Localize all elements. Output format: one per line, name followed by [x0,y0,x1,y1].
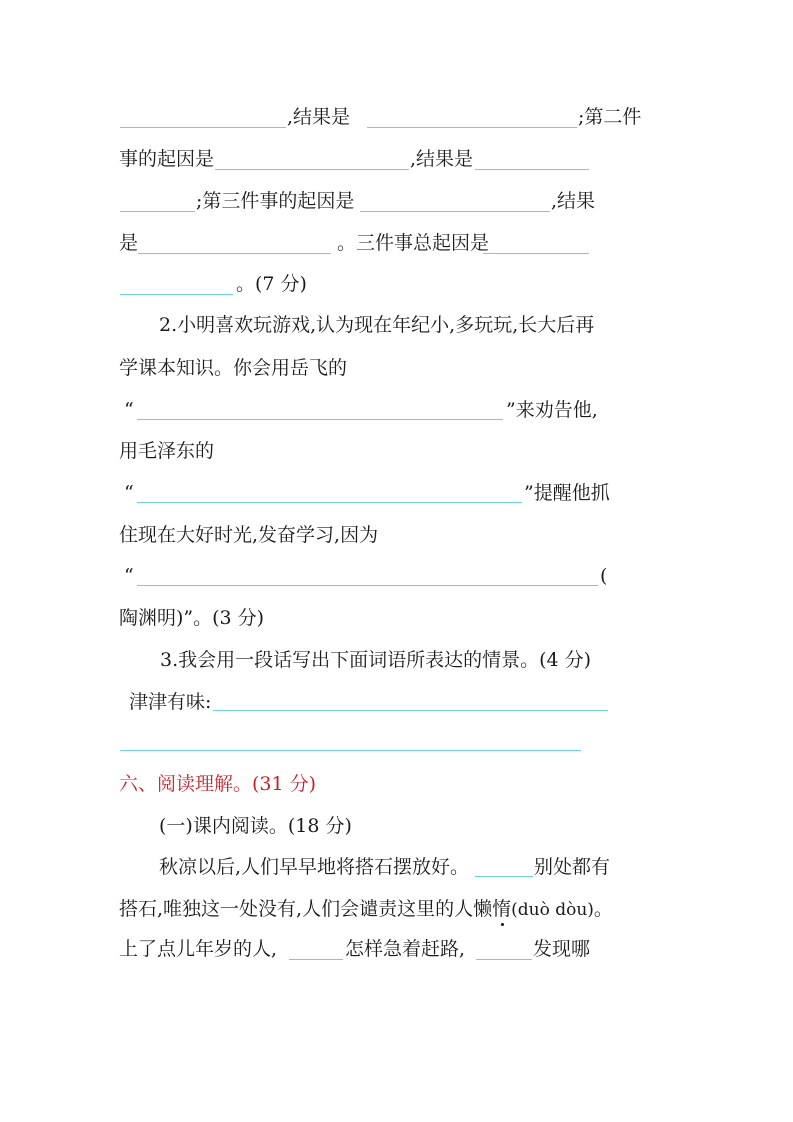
q2-text: ”提醒他抓 [524,482,610,504]
q1-answer-blank[interactable] [120,127,286,128]
q3-answer-blank[interactable] [213,710,608,711]
reading-text-line [119,897,613,922]
dotted-character: 惰 [492,898,512,920]
reading-text: 发现哪 [533,938,591,960]
q3-word-label: 津津有味: [129,691,212,713]
q1-text: 是 [119,232,139,254]
conjunction-blank[interactable] [476,959,532,960]
q2-text: ( [600,565,608,587]
tao-yuanming-quote-blank[interactable] [137,585,598,586]
reading-text: 搭石,唯独这一处没有,人们会谴责这里的人懒 [119,898,493,920]
q1-answer-blank[interactable] [120,294,233,295]
q1-answer-blank[interactable] [367,127,577,128]
reading-text: 别处都有 [534,856,611,878]
q2-text: ”来劝告他, [506,399,598,421]
pinyin-choice: (duò dòu) [511,900,594,920]
q2-question: 学课本知识。你会用岳飞的 [119,357,348,379]
q1-text: ;第二件 [578,106,642,128]
q1-text: ,结果是 [410,148,474,170]
quote-open: “ [124,565,134,587]
q1-answer-blank[interactable] [120,211,195,212]
q3-answer-blank[interactable] [120,750,581,751]
q1-answer-blank[interactable] [215,169,409,170]
subsection-heading: (一)课内阅读。(18 分) [159,815,352,837]
q1-text: ,结果 [551,190,596,212]
reading-text: 怎样急着赶路, [345,938,466,960]
section-six-heading: 六、阅读理解。(31 分) [119,773,317,795]
q1-text: ,结果是 [287,106,351,128]
q1-answer-blank[interactable] [360,211,550,212]
quote-open: “ [124,482,134,504]
q1-answer-blank[interactable] [138,253,331,254]
q1-text: ;第三件事的起因是 [196,190,355,212]
q1-text: 。三件事总起因是 [337,232,490,254]
quote-open: “ [124,399,134,421]
q1-text: 事的起因是 [119,148,215,170]
q3-question: 3.我会用一段话写出下面词语所表达的情景。(4 分) [160,649,592,671]
q2-question: 2.小明喜欢玩游戏,认为现在年纪小,多玩玩,长大后再 [159,314,595,336]
conjunction-blank[interactable] [475,876,533,877]
mao-zedong-quote-blank[interactable] [137,502,522,503]
q1-answer-blank[interactable] [483,253,589,254]
q2-text: 住现在大好时光,发奋学习,因为 [119,524,379,546]
reading-text: 上了点儿年岁的人, [119,938,278,960]
q1-answer-blank[interactable] [475,169,589,170]
q2-score-text: 陶渊明)”。(3 分) [119,607,265,629]
reading-text: 。 [593,898,613,920]
conjunction-blank[interactable] [289,959,343,960]
reading-text: 秋凉以后,人们早早地将搭石摆放好。 [159,856,470,878]
q1-score-text: 。(7 分) [236,273,307,295]
yue-fei-quote-blank[interactable] [137,419,503,420]
q2-text: 用毛泽东的 [119,440,215,462]
